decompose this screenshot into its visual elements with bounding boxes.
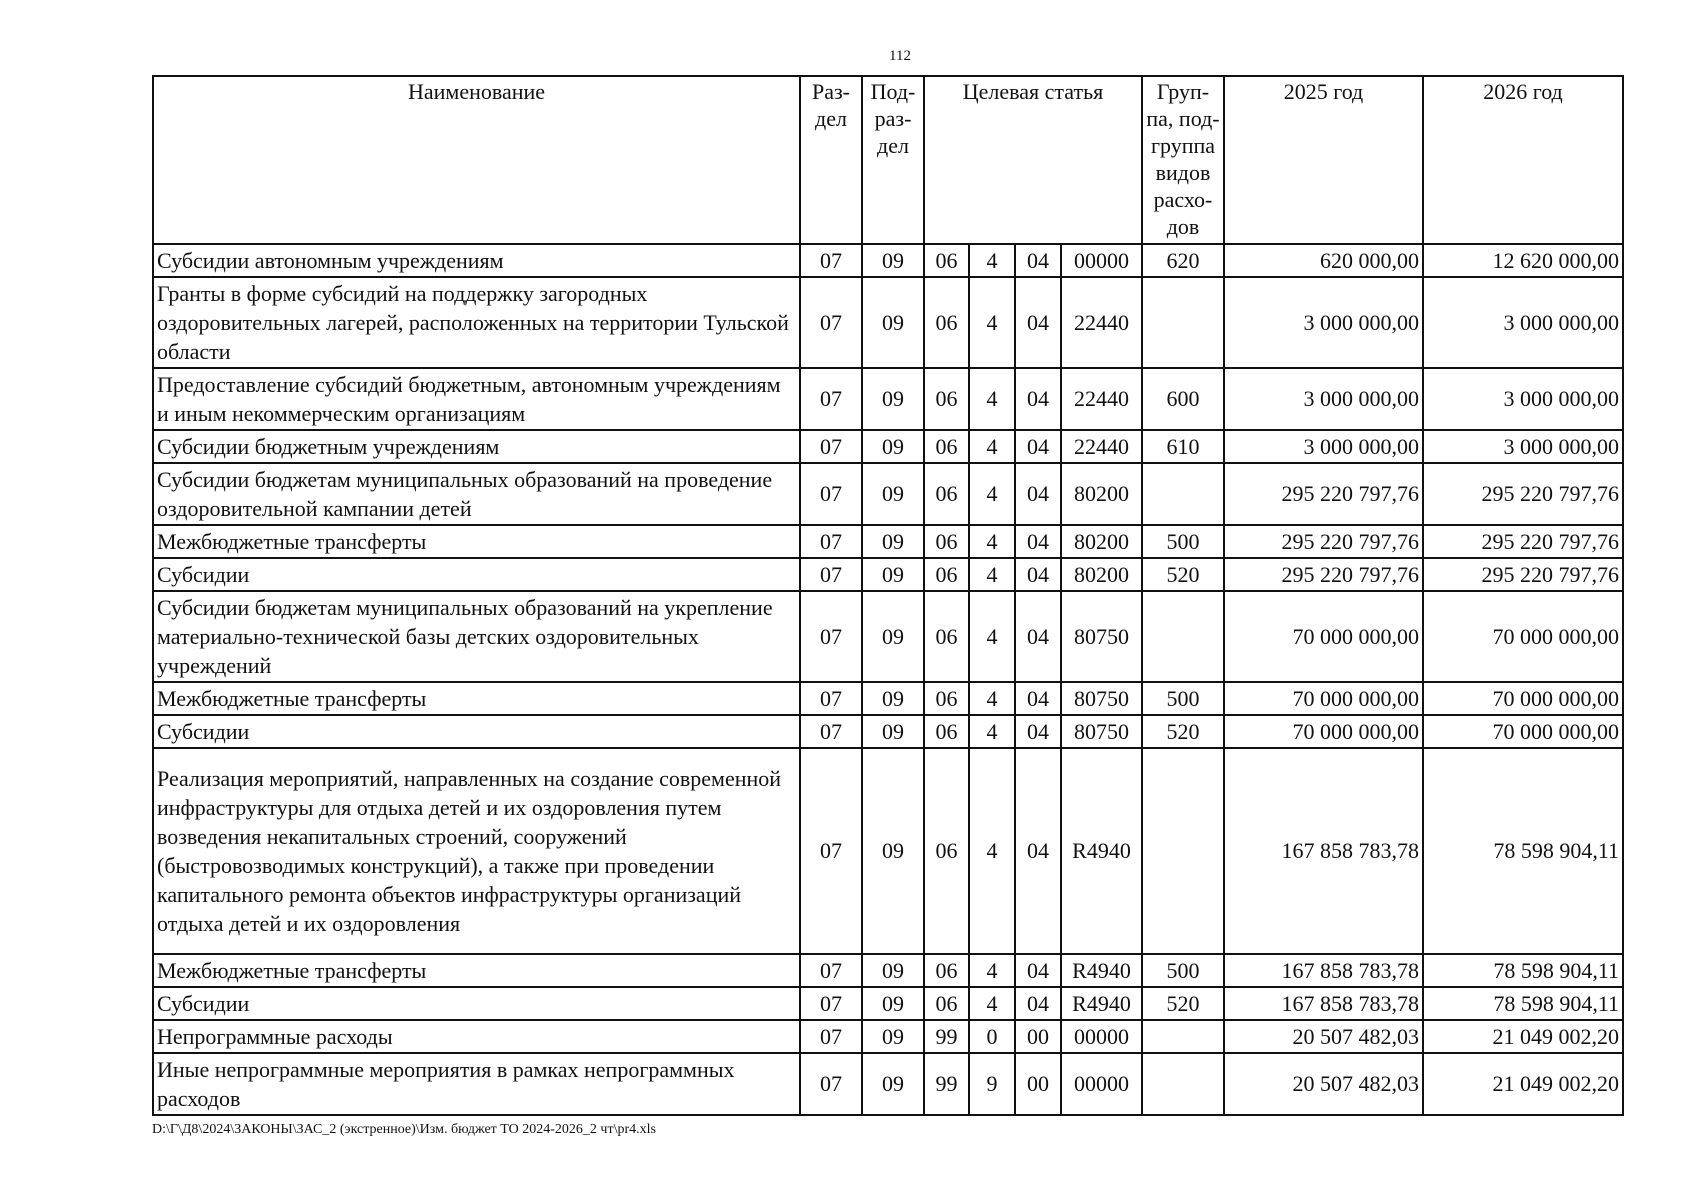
- row-amount-2025: 295 220 797,76: [1224, 463, 1423, 525]
- table-header-row: [153, 76, 1623, 244]
- row-subsection: 09: [862, 277, 924, 368]
- row-amount-2026: 21 049 002,20: [1423, 1053, 1623, 1115]
- row-target-program: 06: [924, 277, 969, 368]
- row-section: 07: [800, 277, 862, 368]
- row-amount-2026: 3 000 000,00: [1423, 277, 1623, 368]
- row-expense-group: [1142, 748, 1224, 954]
- row-amount-2026: 3 000 000,00: [1423, 368, 1623, 430]
- table-row: [153, 430, 1623, 463]
- row-amount-2026: 70 000 000,00: [1423, 682, 1623, 715]
- row-subsection: 09: [862, 368, 924, 430]
- row-target-direction: 80750: [1061, 591, 1142, 682]
- row-expense-group: 520: [1142, 558, 1224, 591]
- row-subsection: 09: [862, 525, 924, 558]
- row-name: Межбюджетные трансферты: [153, 954, 800, 987]
- row-amount-2025: 70 000 000,00: [1224, 715, 1423, 748]
- row-name: Реализация мероприятий, направленных на создание современной инфраструктуры для отдыха детей и их оздоровления путем возведения некапитальных строений, сооружений (быстровозводимых конструкций), а также при проведении капитального ремонта объектов инфраструктуры организаций отдыха детей и их оздоровления: [153, 748, 800, 954]
- row-amount-2026: 21 049 002,20: [1423, 1020, 1623, 1053]
- row-section: 07: [800, 987, 862, 1020]
- row-name: Субсидии автономным учреждениям: [153, 244, 800, 277]
- row-subsection: 09: [862, 987, 924, 1020]
- row-target-subprogram: 04: [1015, 715, 1061, 748]
- header-subsection: Под- раз- дел: [862, 76, 924, 244]
- row-target-direction: 80200: [1061, 463, 1142, 525]
- row-name: Субсидии: [153, 558, 800, 591]
- table-row: [153, 244, 1623, 277]
- row-amount-2025: 3 000 000,00: [1224, 368, 1423, 430]
- row-target-subprogram: 00: [1015, 1053, 1061, 1115]
- budget-table: [152, 75, 1624, 1116]
- row-target-direction: 80750: [1061, 682, 1142, 715]
- row-target-type: 4: [969, 748, 1015, 954]
- row-subsection: 09: [862, 430, 924, 463]
- row-name: Межбюджетные трансферты: [153, 682, 800, 715]
- table-row: [153, 591, 1623, 682]
- row-target-direction: 00000: [1061, 244, 1142, 277]
- row-target-program: 06: [924, 368, 969, 430]
- row-target-direction: R4940: [1061, 748, 1142, 954]
- row-target-program: 06: [924, 682, 969, 715]
- row-target-program: 06: [924, 987, 969, 1020]
- row-target-type: 4: [969, 244, 1015, 277]
- table-row: [153, 748, 1623, 954]
- row-section: 07: [800, 1053, 862, 1115]
- row-amount-2026: 3 000 000,00: [1423, 430, 1623, 463]
- row-amount-2025: 20 507 482,03: [1224, 1053, 1423, 1115]
- row-subsection: 09: [862, 748, 924, 954]
- row-name: Субсидии: [153, 715, 800, 748]
- row-target-program: 06: [924, 244, 969, 277]
- row-target-type: 4: [969, 368, 1015, 430]
- row-amount-2026: 295 220 797,76: [1423, 525, 1623, 558]
- table-row: [153, 277, 1623, 368]
- row-target-program: 06: [924, 591, 969, 682]
- row-expense-group: 500: [1142, 525, 1224, 558]
- row-target-direction: 80200: [1061, 558, 1142, 591]
- row-expense-group: 500: [1142, 682, 1224, 715]
- row-expense-group: [1142, 591, 1224, 682]
- row-name: Иные непрограммные мероприятия в рамках непрограммных расходов: [153, 1053, 800, 1115]
- table-row: [153, 1053, 1623, 1115]
- row-target-subprogram: 04: [1015, 244, 1061, 277]
- row-subsection: 09: [862, 1020, 924, 1053]
- row-amount-2025: 295 220 797,76: [1224, 558, 1423, 591]
- row-target-direction: 80200: [1061, 525, 1142, 558]
- row-target-direction: 22440: [1061, 368, 1142, 430]
- table-row: [153, 954, 1623, 987]
- row-target-program: 99: [924, 1020, 969, 1053]
- header-year-2025: 2025 год: [1224, 76, 1423, 244]
- row-amount-2025: 70 000 000,00: [1224, 682, 1423, 715]
- row-section: 07: [800, 463, 862, 525]
- row-target-type: 4: [969, 954, 1015, 987]
- row-name: Непрограммные расходы: [153, 1020, 800, 1053]
- row-section: 07: [800, 368, 862, 430]
- table-row: [153, 682, 1623, 715]
- row-expense-group: [1142, 1020, 1224, 1053]
- row-amount-2026: 78 598 904,11: [1423, 987, 1623, 1020]
- row-expense-group: 500: [1142, 954, 1224, 987]
- row-target-type: 4: [969, 682, 1015, 715]
- row-target-subprogram: 04: [1015, 463, 1061, 525]
- row-target-program: 06: [924, 954, 969, 987]
- row-subsection: 09: [862, 591, 924, 682]
- row-subsection: 09: [862, 244, 924, 277]
- row-target-subprogram: 04: [1015, 987, 1061, 1020]
- row-amount-2025: 3 000 000,00: [1224, 430, 1423, 463]
- row-amount-2026: 295 220 797,76: [1423, 463, 1623, 525]
- page-number: 112: [889, 48, 911, 64]
- row-name: Гранты в форме субсидий на поддержку загородных оздоровительных лагерей, расположенных на территории Тульской области: [153, 277, 800, 368]
- row-name: Субсидии: [153, 987, 800, 1020]
- row-expense-group: 520: [1142, 715, 1224, 748]
- table-row: [153, 715, 1623, 748]
- row-target-type: 4: [969, 591, 1015, 682]
- row-target-subprogram: 04: [1015, 368, 1061, 430]
- row-target-type: 0: [969, 1020, 1015, 1053]
- row-amount-2026: 12 620 000,00: [1423, 244, 1623, 277]
- row-amount-2025: 167 858 783,78: [1224, 748, 1423, 954]
- row-target-subprogram: 04: [1015, 682, 1061, 715]
- row-target-program: 06: [924, 748, 969, 954]
- table-row: [153, 368, 1623, 430]
- row-target-direction: R4940: [1061, 954, 1142, 987]
- row-target-program: 99: [924, 1053, 969, 1115]
- row-target-subprogram: 04: [1015, 591, 1061, 682]
- table-row: [153, 463, 1623, 525]
- row-target-direction: 22440: [1061, 430, 1142, 463]
- row-amount-2025: 295 220 797,76: [1224, 525, 1423, 558]
- row-target-program: 06: [924, 430, 969, 463]
- row-target-type: 4: [969, 987, 1015, 1020]
- row-amount-2026: 70 000 000,00: [1423, 715, 1623, 748]
- row-section: 07: [800, 954, 862, 987]
- row-section: 07: [800, 430, 862, 463]
- table-row: [153, 1020, 1623, 1053]
- row-section: 07: [800, 1020, 862, 1053]
- row-name: Субсидии бюджетным учреждениям: [153, 430, 800, 463]
- file-path-footer: D:\Г\Д8\2024\ЗАКОНЫ\ЗАС_2 (экстренное)\Изм. бюджет ТО 2024-2026_2 чт\pr4.xls: [152, 1122, 656, 1137]
- row-name: Межбюджетные трансферты: [153, 525, 800, 558]
- row-target-direction: 00000: [1061, 1053, 1142, 1115]
- header-year-2026: 2026 год: [1423, 76, 1623, 244]
- row-subsection: 09: [862, 1053, 924, 1115]
- row-section: 07: [800, 715, 862, 748]
- row-amount-2025: 620 000,00: [1224, 244, 1423, 277]
- row-amount-2025: 20 507 482,03: [1224, 1020, 1423, 1053]
- row-amount-2026: 78 598 904,11: [1423, 954, 1623, 987]
- row-target-direction: 22440: [1061, 277, 1142, 368]
- row-target-subprogram: 04: [1015, 430, 1061, 463]
- row-amount-2026: 70 000 000,00: [1423, 591, 1623, 682]
- row-expense-group: 520: [1142, 987, 1224, 1020]
- row-subsection: 09: [862, 682, 924, 715]
- row-target-type: 4: [969, 525, 1015, 558]
- row-target-subprogram: 00: [1015, 1020, 1061, 1053]
- row-subsection: 09: [862, 558, 924, 591]
- table-row: [153, 987, 1623, 1020]
- row-expense-group: [1142, 463, 1224, 525]
- row-section: 07: [800, 525, 862, 558]
- row-section: 07: [800, 558, 862, 591]
- row-expense-group: 610: [1142, 430, 1224, 463]
- row-section: 07: [800, 244, 862, 277]
- row-target-subprogram: 04: [1015, 748, 1061, 954]
- row-target-program: 06: [924, 463, 969, 525]
- row-expense-group: [1142, 277, 1224, 368]
- row-target-type: 4: [969, 277, 1015, 368]
- row-name: Предоставление субсидий бюджетным, автономным учреждениям и иным некоммерческим организациям: [153, 368, 800, 430]
- row-section: 07: [800, 682, 862, 715]
- row-amount-2025: 70 000 000,00: [1224, 591, 1423, 682]
- row-subsection: 09: [862, 715, 924, 748]
- row-target-program: 06: [924, 715, 969, 748]
- header-section: Раз- дел: [800, 76, 862, 244]
- header-expense-group: Груп- па, под- группа видов расхо- дов: [1142, 76, 1224, 244]
- header-target-article: Целевая статья: [924, 76, 1142, 244]
- row-section: 07: [800, 591, 862, 682]
- row-expense-group: 620: [1142, 244, 1224, 277]
- row-section: 07: [800, 748, 862, 954]
- row-amount-2025: 167 858 783,78: [1224, 954, 1423, 987]
- row-target-type: 4: [969, 463, 1015, 525]
- row-target-program: 06: [924, 525, 969, 558]
- row-target-program: 06: [924, 558, 969, 591]
- row-target-type: 4: [969, 558, 1015, 591]
- row-name: Субсидии бюджетам муниципальных образований на проведение оздоровительной кампании детей: [153, 463, 800, 525]
- row-target-type: 9: [969, 1053, 1015, 1115]
- row-amount-2025: 167 858 783,78: [1224, 987, 1423, 1020]
- row-expense-group: [1142, 1053, 1224, 1115]
- row-target-subprogram: 04: [1015, 954, 1061, 987]
- table-row: [153, 525, 1623, 558]
- row-target-type: 4: [969, 430, 1015, 463]
- row-subsection: 09: [862, 463, 924, 525]
- row-target-subprogram: 04: [1015, 277, 1061, 368]
- row-amount-2025: 3 000 000,00: [1224, 277, 1423, 368]
- row-target-direction: 00000: [1061, 1020, 1142, 1053]
- row-target-subprogram: 04: [1015, 525, 1061, 558]
- header-name: Наименование: [153, 76, 800, 244]
- row-target-direction: 80750: [1061, 715, 1142, 748]
- row-target-subprogram: 04: [1015, 558, 1061, 591]
- row-subsection: 09: [862, 954, 924, 987]
- row-name: Субсидии бюджетам муниципальных образований на укрепление материально-технической базы детских оздоровительных учреждений: [153, 591, 800, 682]
- row-target-type: 4: [969, 715, 1015, 748]
- row-target-direction: R4940: [1061, 987, 1142, 1020]
- row-expense-group: 600: [1142, 368, 1224, 430]
- table-row: [153, 558, 1623, 591]
- row-amount-2026: 78 598 904,11: [1423, 748, 1623, 954]
- row-amount-2026: 295 220 797,76: [1423, 558, 1623, 591]
